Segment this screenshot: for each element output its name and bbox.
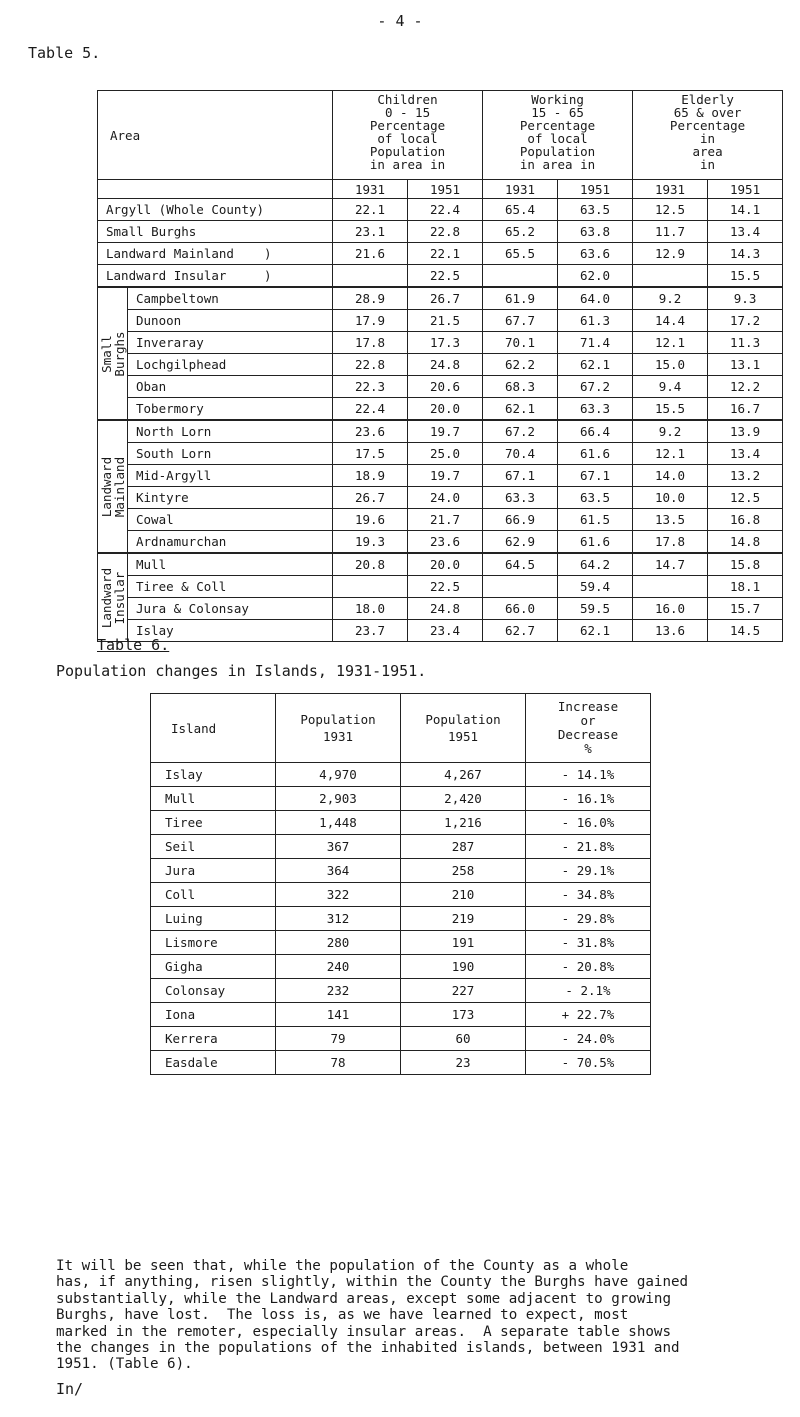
table-row <box>151 883 651 907</box>
percent-change: - 29.8% <box>526 907 651 931</box>
value-cell: 22.4 <box>333 398 408 421</box>
value-cell: 59.5 <box>558 598 633 620</box>
value-cell: 62.2 <box>483 354 558 376</box>
value-cell: 63.6 <box>558 243 633 265</box>
value-cell: 64.0 <box>558 287 633 310</box>
value-cell: 17.5 <box>333 443 408 465</box>
value-cell: 10.0 <box>633 487 708 509</box>
value-cell: 14.4 <box>633 310 708 332</box>
value-cell: 62.9 <box>483 531 558 554</box>
island-name: Seil <box>151 835 276 859</box>
year-cell: 1931 <box>333 180 408 199</box>
population-1951: 227 <box>401 979 526 1003</box>
value-cell: 14.3 <box>708 243 783 265</box>
table-row <box>98 310 783 332</box>
value-cell: 26.7 <box>408 287 483 310</box>
table-row <box>151 763 651 787</box>
value-cell: 14.5 <box>708 620 783 642</box>
value-cell: 14.8 <box>708 531 783 554</box>
value-cell: 20.8 <box>333 553 408 576</box>
table-row <box>98 553 783 576</box>
value-cell: 23.6 <box>408 531 483 554</box>
table-row <box>151 787 651 811</box>
table5-title: Table 5. <box>28 44 101 62</box>
value-cell: 66.9 <box>483 509 558 531</box>
value-cell: 17.9 <box>333 310 408 332</box>
group-label: Landward Insular <box>98 567 127 628</box>
value-cell: 12.1 <box>633 443 708 465</box>
value-cell: 16.0 <box>633 598 708 620</box>
value-cell: 65.4 <box>483 199 558 221</box>
population-1931: 2,903 <box>276 787 401 811</box>
value-cell: 63.8 <box>558 221 633 243</box>
table6 <box>150 693 651 1075</box>
value-cell: 9.3 <box>708 287 783 310</box>
island-name: Tiree <box>151 811 276 835</box>
area-name: Dunoon <box>128 310 333 332</box>
value-cell: 23.4 <box>408 620 483 642</box>
value-cell: 9.2 <box>633 420 708 443</box>
island-name: Easdale <box>151 1051 276 1075</box>
percent-change: - 31.8% <box>526 931 651 955</box>
value-cell: 67.2 <box>558 376 633 398</box>
percent-change: - 14.1% <box>526 763 651 787</box>
value-cell: 63.3 <box>483 487 558 509</box>
value-cell: 19.7 <box>408 420 483 443</box>
table-row <box>98 332 783 354</box>
value-cell: 63.3 <box>558 398 633 421</box>
value-cell: 66.0 <box>483 598 558 620</box>
header-pop1951: Population 1951 <box>401 694 526 763</box>
value-cell: 13.5 <box>633 509 708 531</box>
area-name: Kintyre <box>128 487 333 509</box>
table-row <box>98 243 783 265</box>
population-1951: 219 <box>401 907 526 931</box>
value-cell: 62.1 <box>483 398 558 421</box>
value-cell: 24.8 <box>408 598 483 620</box>
group-label-cell <box>98 553 128 642</box>
population-1931: 240 <box>276 955 401 979</box>
table-row <box>98 265 783 288</box>
value-cell <box>333 265 408 288</box>
value-cell: 11.7 <box>633 221 708 243</box>
table-row <box>98 420 783 443</box>
percent-change: - 16.1% <box>526 787 651 811</box>
group-label: Landward Mainland <box>98 456 127 517</box>
value-cell: 23.7 <box>333 620 408 642</box>
value-cell: 22.1 <box>408 243 483 265</box>
population-1931: 141 <box>276 1003 401 1027</box>
table-row <box>98 443 783 465</box>
island-name: Gigha <box>151 955 276 979</box>
population-1951: 287 <box>401 835 526 859</box>
island-name: Jura <box>151 859 276 883</box>
table-row <box>98 199 783 221</box>
value-cell: 22.5 <box>408 265 483 288</box>
value-cell: 16.7 <box>708 398 783 421</box>
value-cell: 67.7 <box>483 310 558 332</box>
value-cell: 22.8 <box>333 354 408 376</box>
value-cell: 19.6 <box>333 509 408 531</box>
value-cell: 13.1 <box>708 354 783 376</box>
table-row <box>98 598 783 620</box>
value-cell <box>483 265 558 288</box>
population-1951: 191 <box>401 931 526 955</box>
value-cell: 15.5 <box>633 398 708 421</box>
value-cell: 23.6 <box>333 420 408 443</box>
table-row <box>98 465 783 487</box>
table-row <box>98 376 783 398</box>
area-name: Tiree & Coll <box>128 576 333 598</box>
continuation-marker: In/ <box>56 1380 84 1398</box>
area-name: Cowal <box>128 509 333 531</box>
header-children: Children 0 - 15 Percentage of local Population in area in <box>333 91 483 180</box>
table-row <box>151 979 651 1003</box>
table-row <box>98 531 783 554</box>
value-cell: 18.9 <box>333 465 408 487</box>
population-1931: 367 <box>276 835 401 859</box>
population-1951: 1,216 <box>401 811 526 835</box>
header-pop1931: Population 1931 <box>276 694 401 763</box>
population-1931: 1,448 <box>276 811 401 835</box>
page-number: - 4 - <box>377 12 423 30</box>
percent-change: - 20.8% <box>526 955 651 979</box>
value-cell: 19.7 <box>408 465 483 487</box>
value-cell: 59.4 <box>558 576 633 598</box>
value-cell: 64.5 <box>483 553 558 576</box>
value-cell: 22.3 <box>333 376 408 398</box>
value-cell: 68.3 <box>483 376 558 398</box>
percent-change: - 16.0% <box>526 811 651 835</box>
value-cell: 70.4 <box>483 443 558 465</box>
area-name: Campbeltown <box>128 287 333 310</box>
table-row <box>151 1027 651 1051</box>
area-name: Mid-Argyll <box>128 465 333 487</box>
value-cell: 62.1 <box>558 354 633 376</box>
percent-change: - 34.8% <box>526 883 651 907</box>
area-name: Small Burghs <box>98 221 333 243</box>
value-cell: 22.8 <box>408 221 483 243</box>
value-cell: 21.6 <box>333 243 408 265</box>
table-row <box>98 354 783 376</box>
value-cell: 20.6 <box>408 376 483 398</box>
value-cell: 61.5 <box>558 509 633 531</box>
table-row <box>151 1051 651 1075</box>
group-label: Small Burghs <box>98 330 127 377</box>
header-change: Increase or Decrease % <box>526 694 651 763</box>
value-cell <box>633 576 708 598</box>
value-cell: 22.4 <box>408 199 483 221</box>
value-cell: 17.3 <box>408 332 483 354</box>
table-row <box>98 620 783 642</box>
value-cell: 9.4 <box>633 376 708 398</box>
value-cell <box>483 576 558 598</box>
value-cell: 62.1 <box>558 620 633 642</box>
value-cell: 14.0 <box>633 465 708 487</box>
year-row-spacer <box>98 180 333 199</box>
year-cell: 1931 <box>483 180 558 199</box>
header-elderly: Elderly 65 & over Percentage in area in <box>633 91 783 180</box>
table-row <box>151 1003 651 1027</box>
value-cell: 71.4 <box>558 332 633 354</box>
value-cell: 65.2 <box>483 221 558 243</box>
island-name: Iona <box>151 1003 276 1027</box>
value-cell: 61.9 <box>483 287 558 310</box>
value-cell: 24.0 <box>408 487 483 509</box>
value-cell: 21.5 <box>408 310 483 332</box>
value-cell: 63.5 <box>558 487 633 509</box>
value-cell: 15.8 <box>708 553 783 576</box>
year-row <box>98 180 783 199</box>
population-1931: 322 <box>276 883 401 907</box>
header-area: Area <box>98 91 333 180</box>
header-working: Working 15 - 65 Percentage of local Population in area in <box>483 91 633 180</box>
value-cell: 12.5 <box>708 487 783 509</box>
value-cell: 12.2 <box>708 376 783 398</box>
population-1951: 258 <box>401 859 526 883</box>
area-name: North Lorn <box>128 420 333 443</box>
population-1931: 280 <box>276 931 401 955</box>
area-name: Oban <box>128 376 333 398</box>
value-cell: 67.1 <box>483 465 558 487</box>
value-cell: 61.6 <box>558 531 633 554</box>
table6-title: Table 6. <box>97 636 170 654</box>
island-name: Islay <box>151 763 276 787</box>
value-cell: 13.4 <box>708 221 783 243</box>
island-name: Coll <box>151 883 276 907</box>
population-1931: 4,970 <box>276 763 401 787</box>
area-name: Mull <box>128 553 333 576</box>
value-cell: 67.2 <box>483 420 558 443</box>
value-cell: 22.5 <box>408 576 483 598</box>
value-cell: 25.0 <box>408 443 483 465</box>
value-cell: 16.8 <box>708 509 783 531</box>
percent-change: - 24.0% <box>526 1027 651 1051</box>
value-cell: 65.5 <box>483 243 558 265</box>
island-name: Colonsay <box>151 979 276 1003</box>
island-name: Luing <box>151 907 276 931</box>
group-label-cell <box>98 420 128 553</box>
percent-change: + 22.7% <box>526 1003 651 1027</box>
value-cell: 20.0 <box>408 553 483 576</box>
table-row <box>151 955 651 979</box>
value-cell: 14.1 <box>708 199 783 221</box>
table-row <box>151 835 651 859</box>
value-cell: 63.5 <box>558 199 633 221</box>
population-1951: 190 <box>401 955 526 979</box>
area-name: Argyll (Whole County) <box>98 199 333 221</box>
island-name: Lismore <box>151 931 276 955</box>
table-row <box>98 221 783 243</box>
area-name: Inveraray <box>128 332 333 354</box>
value-cell: 61.3 <box>558 310 633 332</box>
value-cell: 11.3 <box>708 332 783 354</box>
population-1931: 79 <box>276 1027 401 1051</box>
percent-change: - 70.5% <box>526 1051 651 1075</box>
value-cell: 13.6 <box>633 620 708 642</box>
percent-change: - 2.1% <box>526 979 651 1003</box>
value-cell: 67.1 <box>558 465 633 487</box>
value-cell: 15.7 <box>708 598 783 620</box>
table-row <box>98 509 783 531</box>
value-cell: 64.2 <box>558 553 633 576</box>
value-cell: 66.4 <box>558 420 633 443</box>
island-name: Mull <box>151 787 276 811</box>
value-cell: 70.1 <box>483 332 558 354</box>
value-cell: 13.9 <box>708 420 783 443</box>
table-row <box>151 931 651 955</box>
table-row <box>151 907 651 931</box>
value-cell: 20.0 <box>408 398 483 421</box>
value-cell: 62.7 <box>483 620 558 642</box>
population-1931: 364 <box>276 859 401 883</box>
value-cell: 21.7 <box>408 509 483 531</box>
value-cell: 24.8 <box>408 354 483 376</box>
population-1951: 173 <box>401 1003 526 1027</box>
value-cell: 15.5 <box>708 265 783 288</box>
area-name: Lochgilphead <box>128 354 333 376</box>
population-1931: 312 <box>276 907 401 931</box>
value-cell: 17.8 <box>633 531 708 554</box>
area-name: Jura & Colonsay <box>128 598 333 620</box>
value-cell <box>633 265 708 288</box>
table5 <box>97 90 783 642</box>
value-cell: 22.1 <box>333 199 408 221</box>
population-1951: 4,267 <box>401 763 526 787</box>
value-cell: 18.1 <box>708 576 783 598</box>
group-label-cell <box>98 287 128 420</box>
value-cell: 12.9 <box>633 243 708 265</box>
year-cell: 1951 <box>708 180 783 199</box>
value-cell: 13.4 <box>708 443 783 465</box>
table-row <box>98 398 783 421</box>
percent-change: - 29.1% <box>526 859 651 883</box>
value-cell: 12.5 <box>633 199 708 221</box>
table-row <box>98 487 783 509</box>
year-cell: 1951 <box>408 180 483 199</box>
table-row <box>151 859 651 883</box>
value-cell: 9.2 <box>633 287 708 310</box>
island-name: Kerrera <box>151 1027 276 1051</box>
body-paragraph: It will be seen that, while the population of the County as a whole has, if anything, risen slightly, within the County the Burghs have gained substantially, while the Landward areas, except some adjacent to growing Burghs, have lost. The loss is, as we have learned to expect, most marked in the remoter, especially insular areas. A separate table shows the changes in the populations of the inhabited islands, between 1931 and 1951. (Table 6). <box>56 1258 689 1373</box>
value-cell: 15.0 <box>633 354 708 376</box>
area-name: Landward Mainland ) <box>98 243 333 265</box>
table-row <box>151 811 651 835</box>
area-name: Landward Insular ) <box>98 265 333 288</box>
area-name: Islay <box>128 620 333 642</box>
population-1951: 60 <box>401 1027 526 1051</box>
population-1951: 210 <box>401 883 526 907</box>
population-1931: 78 <box>276 1051 401 1075</box>
value-cell: 23.1 <box>333 221 408 243</box>
value-cell: 18.0 <box>333 598 408 620</box>
value-cell <box>333 576 408 598</box>
header-island: Island <box>151 694 276 763</box>
year-cell: 1951 <box>558 180 633 199</box>
table-row <box>98 287 783 310</box>
table-row <box>98 576 783 598</box>
value-cell: 19.3 <box>333 531 408 554</box>
population-1931: 232 <box>276 979 401 1003</box>
year-cell: 1931 <box>633 180 708 199</box>
population-1951: 2,420 <box>401 787 526 811</box>
value-cell: 13.2 <box>708 465 783 487</box>
percent-change: - 21.8% <box>526 835 651 859</box>
area-name: Ardnamurchan <box>128 531 333 554</box>
population-1951: 23 <box>401 1051 526 1075</box>
table6-caption: Population changes in Islands, 1931-1951. <box>56 662 427 680</box>
value-cell: 17.8 <box>333 332 408 354</box>
value-cell: 26.7 <box>333 487 408 509</box>
area-name: South Lorn <box>128 443 333 465</box>
value-cell: 28.9 <box>333 287 408 310</box>
value-cell: 14.7 <box>633 553 708 576</box>
value-cell: 12.1 <box>633 332 708 354</box>
value-cell: 17.2 <box>708 310 783 332</box>
value-cell: 61.6 <box>558 443 633 465</box>
value-cell: 62.0 <box>558 265 633 288</box>
area-name: Tobermory <box>128 398 333 421</box>
